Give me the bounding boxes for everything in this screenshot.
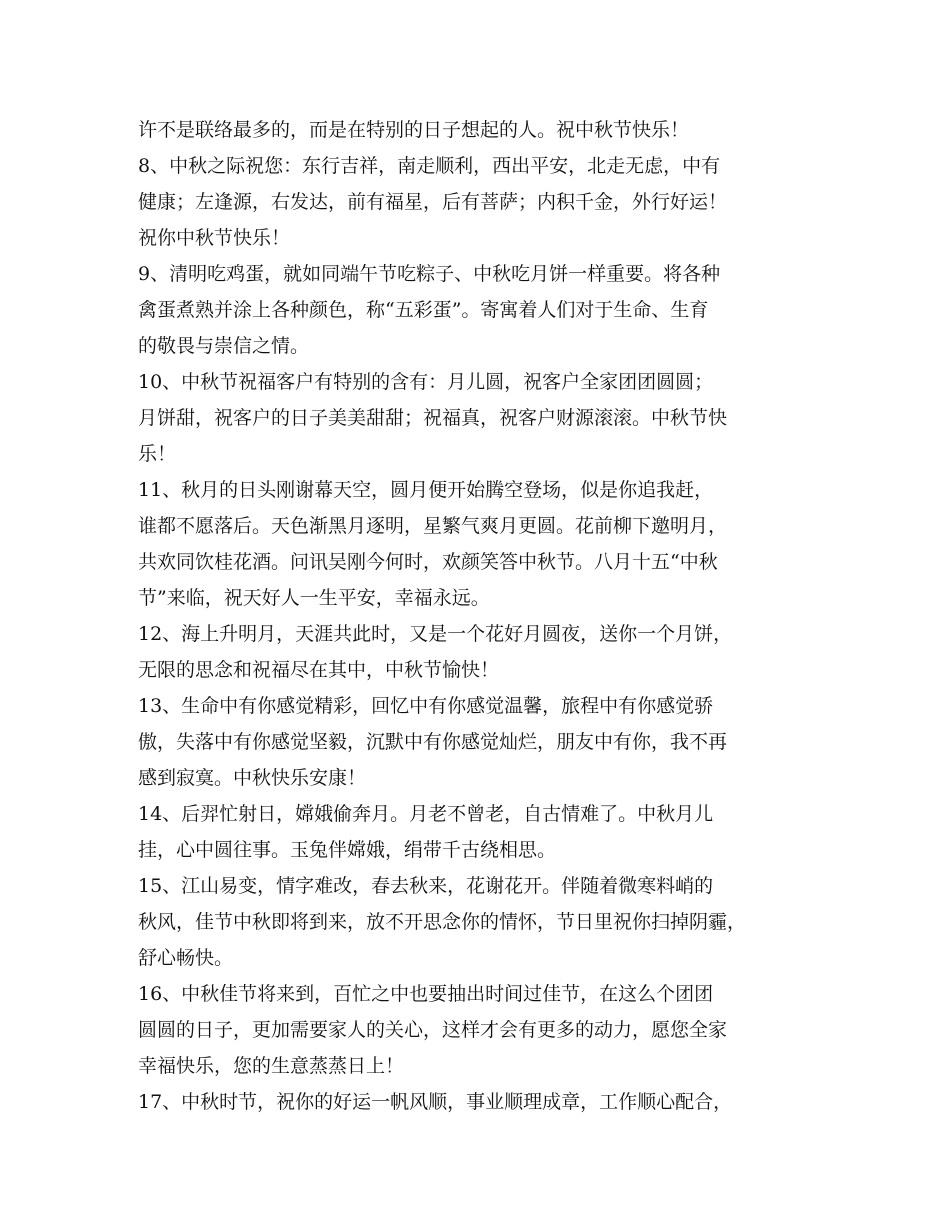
text-line: 共欢同饮桂花酒。问讯吴刚今何时，欢颜笑答中秋节。八月十五“中秋: [138, 551, 718, 573]
text-line: 8、中秋之际祝您：东行吉祥，南走顺利，西出平安，北走无虑，中有: [138, 155, 721, 177]
text-line: 祝你中秋节快乐！: [138, 227, 291, 249]
text-line: 许不是联络最多的，而是在特别的日子想起的人。祝中秋节快乐！: [138, 119, 690, 141]
text-line: 15、江山易变，情字难改，春去秋来，花谢花开。伴随着微寒料峭的: [138, 875, 714, 897]
text-line: 舒心畅快。: [138, 947, 234, 969]
text-line: 13、生命中有你感觉精彩，回忆中有你感觉温馨，旅程中有你感觉骄: [138, 695, 714, 717]
text-line: 感到寂寞。中秋快乐安康！: [138, 767, 367, 789]
text-line: 无限的思念和祝福尽在其中，中秋节愉快！: [138, 659, 500, 681]
text-line: 11、秋月的日头刚谢幕天空，圆月便开始腾空登场，似是你追我赶，: [138, 479, 714, 501]
text-line: 健康；左逢源，右发达，前有福星，后有菩萨；内积千金，外行好运！: [138, 191, 728, 213]
text-line: 禽蛋煮熟并涂上各种颜色，称“五彩蛋”。寄寓着人们对于生命、生育: [138, 299, 709, 321]
text-line: 的敬畏与崇信之情。: [138, 335, 310, 357]
text-line: 挂，心中圆往事。玉兔伴嫦娥，绢带千古绕相思。: [138, 839, 557, 861]
text-line: 10、中秋节祝福客户有特别的含有：月儿圆，祝客户全家团团圆圆；: [138, 371, 714, 393]
text-line: 16、中秋佳节将来到，百忙之中也要抽出时间过佳节，在这么个团团: [138, 983, 714, 1005]
text-line: 谁都不愿落后。天色渐黑月逐明，星繁气爽月更圆。花前柳下邀明月，: [138, 515, 728, 537]
text-line: 月饼甜，祝客户的日子美美甜甜；祝福真，祝客户财源滚滚。中秋节快: [138, 407, 728, 429]
text-line: 17、中秋时节，祝你的好运一帆风顺，事业顺理成章，工作顺心配合，: [138, 1091, 733, 1113]
text-line: 乐！: [138, 443, 177, 465]
text-line: 14、后羿忙射日，嫦娥偷奔月。月老不曾老，自古情难了。中秋月儿: [138, 803, 714, 825]
text-line: 幸福快乐，您的生意蒸蒸日上！: [138, 1055, 405, 1077]
text-line: 节”来临，祝天好人一生平安，幸福永远。: [138, 587, 490, 609]
text-line: 12、海上升明月，天涯共此时，又是一个花好月圆夜，送你一个月饼，: [138, 623, 733, 645]
text-line: 9、清明吃鸡蛋，就如同端午节吃粽子、中秋吃月饼一样重要。将各种: [138, 263, 721, 285]
text-line: 秋风，佳节中秋即将到来，放不开思念你的情怀，节日里祝你扫掉阴霾，: [138, 911, 747, 933]
text-line: 傲，失落中有你感觉坚毅，沉默中有你感觉灿烂，朋友中有你，我不再: [138, 731, 728, 753]
text-line: 圆圆的日子，更加需要家人的关心，这样才会有更多的动力，愿您全家: [138, 1019, 728, 1041]
